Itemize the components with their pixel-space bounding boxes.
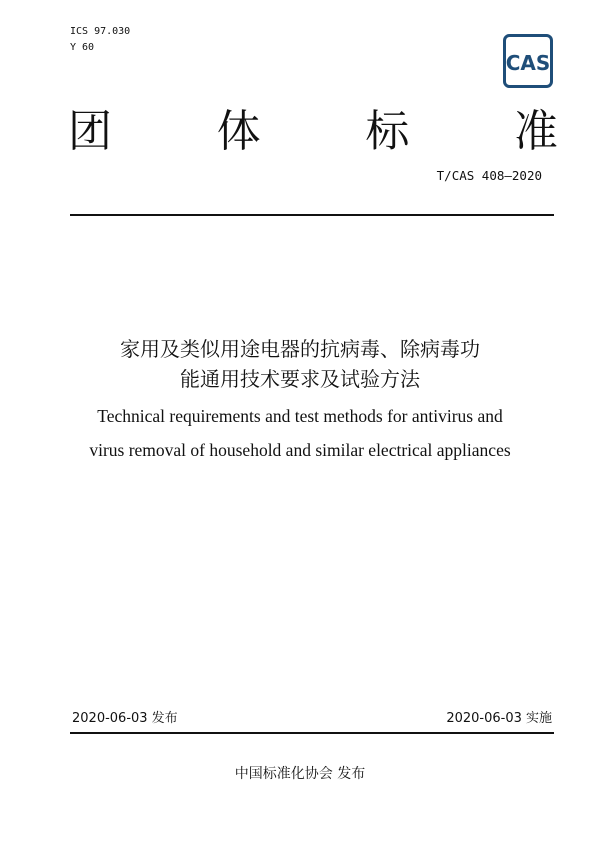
logo-text: CAS [505,51,551,75]
english-title-line-2: virus removal of household and similar electrical appliances [89,440,511,460]
standard-number: T/CAS 408—2020 [436,168,542,183]
publisher: 中国标准化协会 发布 [234,766,366,782]
doc-type-title [68,104,558,160]
title-char: 标 [365,106,410,157]
ics-code: ICS 97.030 [70,26,131,37]
implementation-date: 2020-06-03 实施 [446,711,552,726]
chinese-title-line-1: 家用及类似用途电器的抗病毒、除病毒功 [120,337,480,361]
bottom-divider [70,732,554,734]
english-title-line-1: Technical requirements and test methods for antivirus and [97,406,503,426]
title-char: 体 [216,106,261,157]
ccs-code: Y 60 [70,42,95,53]
cas-logo-icon [503,34,553,88]
title-char: 团 [68,106,112,157]
title-char: 准 [513,106,558,157]
top-divider [70,214,554,216]
chinese-title-line-2: 能通用技术要求及试验方法 [180,367,420,391]
issue-date: 2020-06-03 发布 [72,711,178,726]
